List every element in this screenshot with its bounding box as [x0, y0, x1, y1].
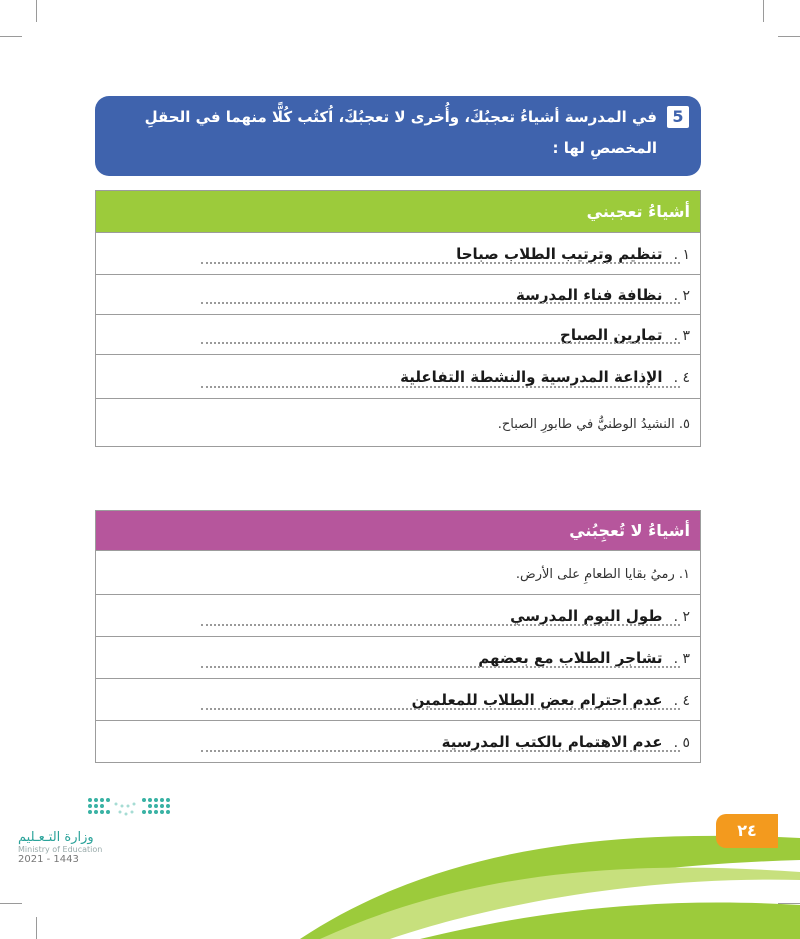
- likes-row-4[interactable]: [96, 355, 701, 399]
- row-number: ٥ .: [673, 735, 690, 751]
- question-number: 5: [667, 106, 689, 128]
- dotted-line: [201, 624, 680, 626]
- row-number: ٢ .: [673, 609, 690, 625]
- ministry-arabic: وزارة التـعـليم: [18, 830, 94, 845]
- dislikes-row-5[interactable]: [96, 721, 701, 763]
- dotted-line: [201, 386, 680, 388]
- row-number: ٤ .: [673, 370, 690, 386]
- ministry-label: [18, 830, 102, 865]
- dotted-line: [201, 342, 680, 344]
- dislikes-row-2[interactable]: [96, 595, 701, 637]
- answer-text: تشاجر الطلاب مع بعضهم: [478, 649, 663, 667]
- dotted-line: [201, 750, 680, 752]
- likes-row-3[interactable]: [96, 315, 701, 355]
- dotted-line: [201, 302, 680, 304]
- dislikes-header: أشياءُ لا تُعجِبُني: [96, 511, 701, 551]
- likes-row-5: [96, 399, 701, 447]
- answer-text: نظافة فناء المدرسة: [516, 286, 663, 304]
- dotted-line: [201, 708, 680, 710]
- row-number: ٣ .: [673, 328, 690, 344]
- likes-row-1[interactable]: [96, 233, 701, 275]
- question-header: [95, 96, 701, 176]
- row-number: ٣ .: [673, 651, 690, 667]
- dislikes-table: [95, 510, 701, 763]
- row-number: ٤ .: [673, 693, 690, 709]
- crop-mark: [778, 36, 800, 37]
- dotted-line: [201, 262, 680, 264]
- answer-text: طول اليوم المدرسي: [510, 607, 663, 625]
- ministry-logo-icon: [84, 794, 176, 824]
- answer-text: تمارين الصباح: [560, 326, 663, 344]
- crop-mark: [36, 0, 37, 22]
- answer-text: الإذاعة المدرسية والنشطة التفاعلية: [400, 368, 663, 386]
- dislikes-row-4[interactable]: [96, 679, 701, 721]
- edition-year: 2021 - 1443: [18, 854, 79, 865]
- likes-table: [95, 190, 701, 447]
- answer-text: عدم الاهتمام بالكتب المدرسية: [441, 733, 663, 751]
- likes-row-2[interactable]: [96, 275, 701, 315]
- given-example: ١. رميُ بقايا الطعامِ على الأرض.: [515, 567, 690, 582]
- answer-text: عدم احترام بعض الطلاب للمعلمين: [411, 691, 663, 709]
- crop-mark: [0, 903, 22, 904]
- crop-mark: [0, 36, 22, 37]
- row-number: ١ .: [673, 247, 690, 263]
- dislikes-row-1: [96, 551, 701, 595]
- dotted-line: [201, 666, 680, 668]
- crop-mark: [763, 0, 764, 22]
- ministry-english: Ministry of Education: [18, 845, 103, 854]
- question-text: في المدرسة أشياءُ تعجبُكَ، وأُخرى لا تعجبُكَ، اُكتُب كُلًّا منهما في الحقلِ المخصصِ لها :: [144, 108, 657, 157]
- given-example: ٥. النشيدُ الوطنيُّ في طابورِ الصباح.: [497, 417, 690, 432]
- row-number: ٢ .: [673, 288, 690, 304]
- crop-mark: [36, 917, 37, 939]
- dislikes-row-3[interactable]: [96, 637, 701, 679]
- page-number-badge: ٢٤: [716, 814, 778, 848]
- answer-text: تنظيم وترتيب الطلاب صباحا: [456, 245, 663, 263]
- likes-header: أشياءُ تعجبني: [96, 191, 701, 233]
